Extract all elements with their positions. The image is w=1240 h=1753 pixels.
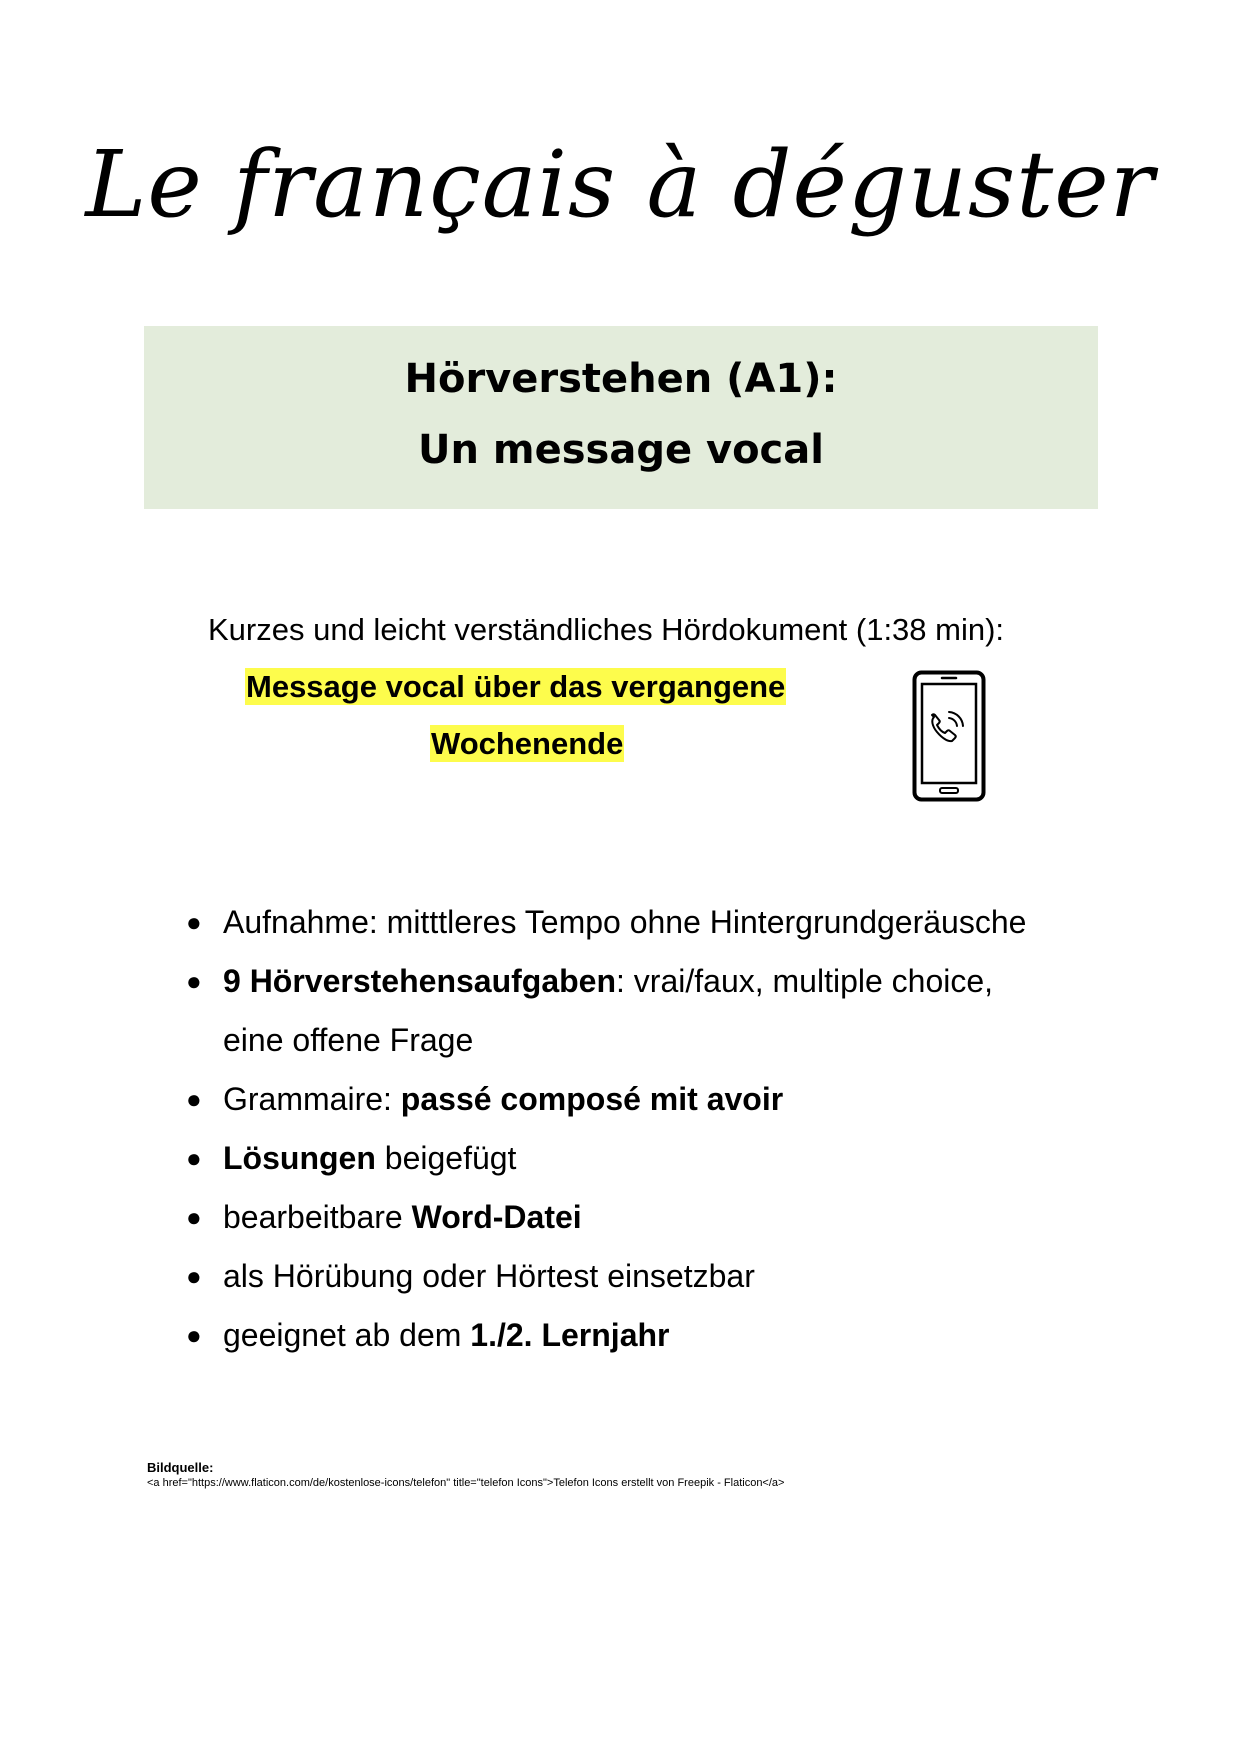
bullet-icon: ● <box>186 966 202 996</box>
list-item <box>186 952 1086 1070</box>
list-item-text: bearbeitbare <box>223 1199 412 1235</box>
worksheet-type: Hörverstehen (A1): <box>404 356 838 402</box>
highlight-text-1: Message vocal über das vergangene <box>246 669 786 704</box>
list-item <box>186 1188 1086 1247</box>
highlight-text-2: Wochenende <box>431 726 624 761</box>
bullet-icon: ● <box>186 1143 202 1173</box>
list-item-bold: Word-Datei <box>411 1199 582 1235</box>
bullet-icon: ● <box>186 1261 202 1291</box>
feature-list <box>186 893 1086 1365</box>
list-item-bold: 1./2. Lernjahr <box>470 1317 670 1353</box>
bullet-icon: ● <box>186 1084 202 1114</box>
highlight-line-2 <box>430 722 624 766</box>
list-item-continuation: eine offene Frage <box>223 1022 474 1058</box>
list-item <box>186 893 1086 952</box>
bullet-icon: ● <box>186 907 202 937</box>
bullet-icon: ● <box>186 1320 202 1350</box>
bullet-icon: ● <box>186 1202 202 1232</box>
list-item <box>186 1306 1086 1365</box>
list-item <box>186 1247 1086 1306</box>
list-item-text: Grammaire: <box>223 1081 401 1117</box>
list-item-text: als Hörübung oder Hörtest einsetzbar <box>223 1258 755 1294</box>
intro-text: Kurzes und leicht verständliches Hördokument (1:38 min): <box>208 612 1005 647</box>
image-source-text: <a href="https://www.flaticon.com/de/kostenlose-icons/telefon" title="telefon Icons">Telefon Icons erstellt von Freepik - Flaticon</a> <box>147 1477 785 1489</box>
highlight-line-1 <box>245 665 786 709</box>
list-item-bold: Lösungen <box>223 1140 376 1176</box>
list-item <box>186 1070 1086 1129</box>
list-item-text: geeignet ab dem <box>223 1317 471 1353</box>
image-source-label: Bildquelle: <box>147 1460 214 1475</box>
list-item-text: : vrai/faux, multiple choice, <box>616 963 994 999</box>
list-item-bold: 9 Hörverstehensaufgaben <box>223 963 617 999</box>
header-band <box>144 326 1098 509</box>
list-item-text: beigefügt <box>375 1140 517 1176</box>
page-title: Le français à déguster <box>85 131 1155 238</box>
list-item <box>186 1129 1086 1188</box>
list-item-text: Aufnahme: mitttleres Tempo ohne Hintergrundgeräusche <box>223 904 1027 940</box>
worksheet-title: Un message vocal <box>418 427 824 473</box>
smartphone-call-icon <box>912 670 986 802</box>
list-item-bold: passé composé mit avoir <box>400 1081 784 1117</box>
